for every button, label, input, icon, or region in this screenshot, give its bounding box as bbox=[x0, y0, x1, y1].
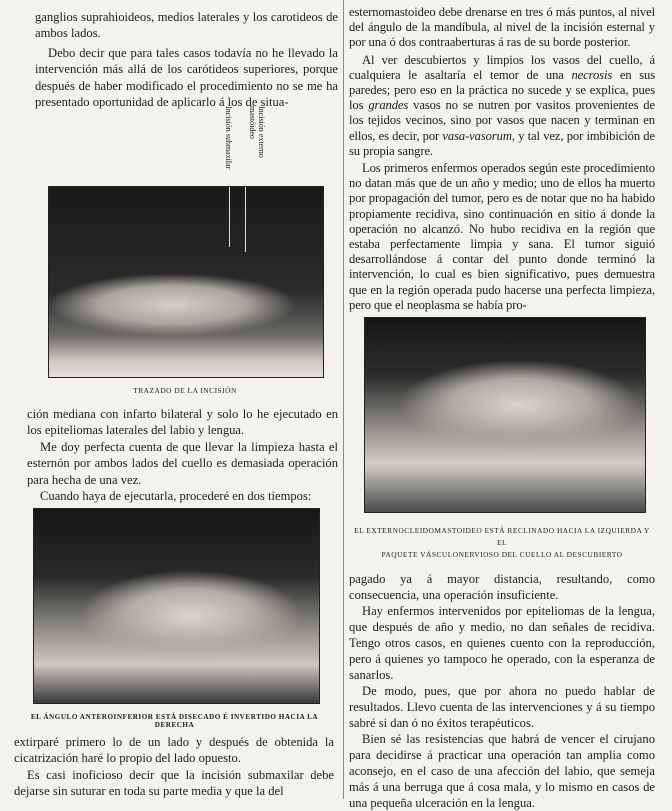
paragraph: Me doy perfecta cuenta de que llevar la limpieza hasta el esternón por ambos lados del cuello es demasiada operación para hecha de una vez. bbox=[27, 439, 338, 487]
column-divider bbox=[343, 0, 344, 799]
left-text-block-3 bbox=[14, 734, 334, 800]
italic-term: necrosis bbox=[571, 67, 613, 82]
paragraph: Hay enfermos intervenidos por epiteliomas de la lengua, que después de año y medio, no dan señales de recidiva. Tengo otros casos, en quienes cuento con la reproducción, pero á quienes yo tampoco he operado, con la esperanza de sanarlos. bbox=[349, 604, 655, 683]
figure-caption bbox=[349, 525, 655, 561]
italic-term: grandes bbox=[368, 98, 409, 113]
right-text-block-2 bbox=[349, 571, 655, 811]
paragraph: Debo decir que para tales casos todavía no he llevado la intervención más allá de los carótideos superiores, porque después de haber modificado el procedimiento no se me ha presentado oportunidad de aplicarlo á los de situa- bbox=[35, 45, 338, 110]
figure-photo-incision-trace bbox=[48, 186, 324, 378]
figure-photo-angle-dissected bbox=[33, 508, 320, 704]
text-run: vasos no se nutren por vasitos provenientes de los tejidos vecinos, sino por vasos que nacen y terminan en ellos, es decir, por bbox=[349, 98, 655, 143]
left-text-block-1 bbox=[35, 9, 338, 110]
caption-line: PAQUETE VÁSCULONERVIOSO DEL CUELLO AL DESCUBIERTO bbox=[381, 550, 623, 560]
figure-label-externo bbox=[248, 106, 266, 158]
paragraph: esternomastoideo debe drenarse en tres ó más puntos, al nivel del ángulo de la mandíbula, al nivel de la incisión esternal y por una ó dos contraaberturas á ras de su borde posterior. bbox=[349, 5, 655, 50]
paragraph: extirparé primero lo de un lado y después de obtenida la cicatrización haré lo propio del lado opuesto. bbox=[14, 735, 334, 766]
paragraph: Bien sé las resistencias que habrá de vencer el cirujano para decidirse á practicar una operación tan amplia como aconsejo, en el caso de una afección del labio, que semeja más á una berruga que á cosa mala, y lo mismo en casos de una pequeña ulceración en la lengua. bbox=[349, 732, 655, 811]
figure-photo-sternocleidomastoid bbox=[364, 317, 646, 513]
figure-label-externo-line1: Incisión externo bbox=[257, 106, 266, 158]
text-run: , y tal vez, por imbibición de su propia sangre. bbox=[349, 128, 655, 158]
paragraph: De modo, pues, que por ahora no puedo hablar de resultados. Llevo cuenta de las intervenciones y á su tiempo sabré si dan ó no éxitos terapéuticos. bbox=[349, 684, 655, 731]
paragraph: Cuando haya de ejecutarla, procederé en dos tiempos: bbox=[40, 489, 312, 504]
right-text-block-1 bbox=[349, 5, 655, 313]
figure-caption: TRAZADO DE LA INCISIÓN bbox=[133, 386, 237, 395]
paragraph: pagado ya á mayor distancia, resultando, como consecuencia, una operación insuficiente. bbox=[349, 572, 655, 603]
paragraph: Es casi inoficioso decir que la incisión submaxilar debe dejarse sin suturar en toda su parte media y que la del bbox=[14, 767, 334, 799]
figure-label-externo-line2: mastóideo bbox=[248, 106, 257, 139]
figure-label-submaxilar: Incisión submaxilar bbox=[224, 106, 233, 170]
right-column bbox=[349, 5, 655, 811]
incision-line bbox=[229, 187, 230, 247]
incision-line bbox=[245, 187, 246, 252]
caption-line: EL EXTERNOCLEIDOMASTOIDEO ESTÁ RECLINADO HACIA LA IZQUIERDA Y EL bbox=[354, 526, 650, 548]
italic-term: vasa-vasorum bbox=[442, 128, 512, 143]
paragraph: ganglios suprahioideos, medios laterales y los carotideos de ambos lados. bbox=[35, 10, 338, 41]
text-run: en sus paredes; pero eso en la práctica no sucede y se explica, pues los bbox=[349, 67, 655, 113]
left-text-block-2 bbox=[27, 406, 338, 504]
text-run: Al ver descubiertos y limpios los vasos del cuello, á cualquiera le asaltaría el temor de una bbox=[349, 52, 655, 82]
paragraph: ción mediana con infarto bilateral y solo lo he ejecutado en los epiteliomas laterales del labio y lengua. bbox=[27, 407, 338, 438]
paragraph: Los primeros enfermos operados según este procedimiento no datan más que de un año y medio; uno de ellos ha muerto por propagación del tumor, pero es de notar que no ha habido propiamente recidiva, sino continuación en sitio á donde la operación no alcanzó. No hubo recidiva en la región que estaba perfectamente limpia y sana. El tumor siguió desarrollándose á contar del punto donde terminó la intervención, lo cual es bien significativo, pues demuestra que en la región operada pudo hacerse una perfecta limpieza, pero que el neoplasma se había pro- bbox=[349, 161, 655, 312]
figure-caption: EL ÁNGULO ANTEROINFERIOR ESTÁ DISECADO É INVERTIDO HACIA LA DERECHA bbox=[30, 713, 319, 729]
paragraph bbox=[349, 53, 655, 159]
